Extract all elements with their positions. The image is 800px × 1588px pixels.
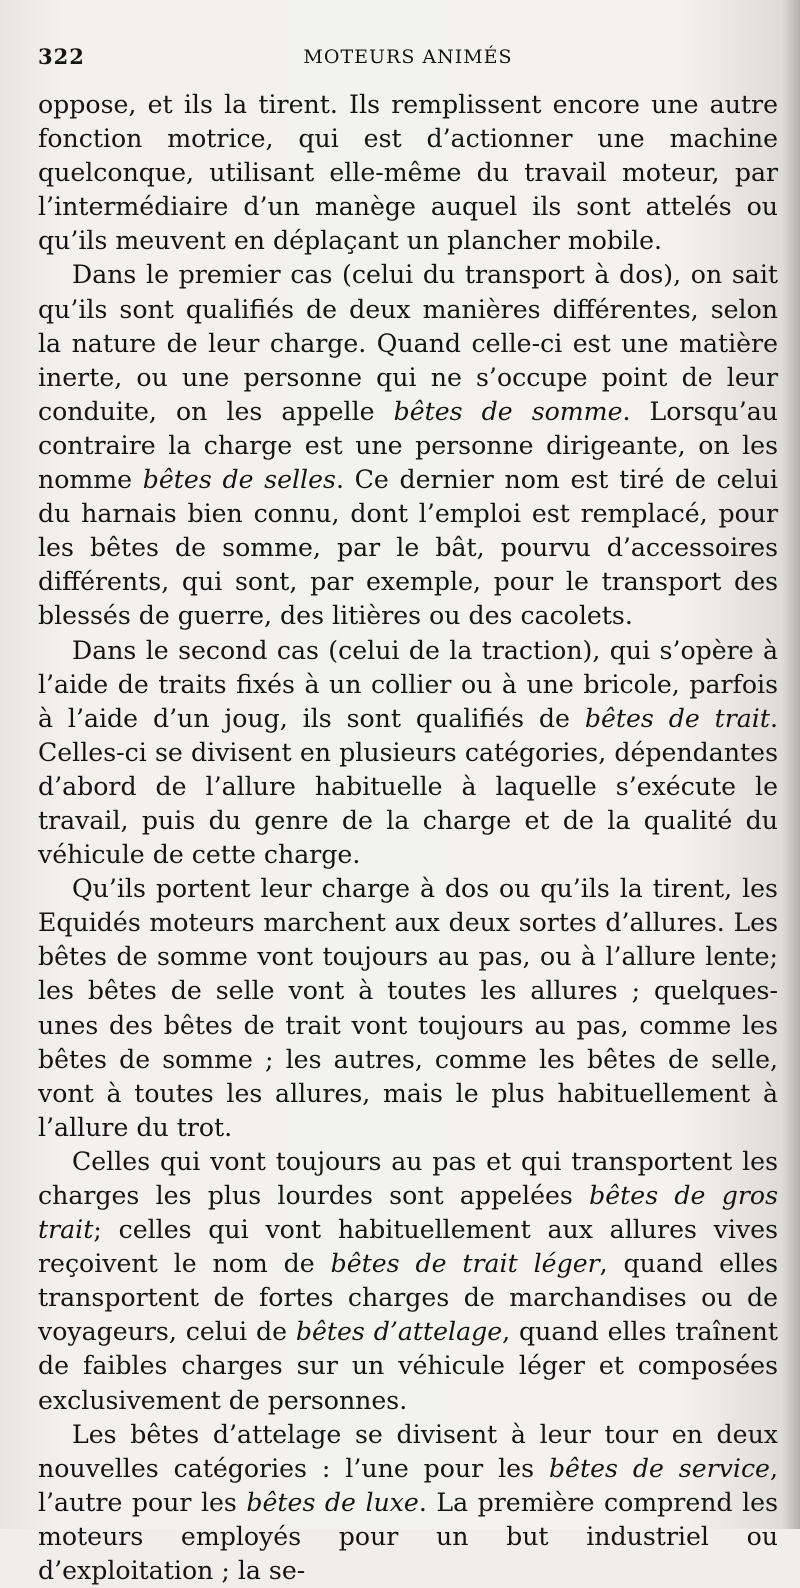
italic-term: bêtes de trait léger [330,1249,600,1279]
text-run: ; celles qui vont habituellement aux allures vives reçoivent le nom de [38,1215,778,1279]
italic-term: bêtes de somme [393,396,623,426]
text-run: , quand elles traînent de faibles charges sur un véhicule léger et composées exclusivement de personnes. [38,1317,779,1415]
italic-term: bêtes de trait [584,703,770,733]
text-run: . Ce dernier nom est tiré de celui du harnais bien connu, dont l’emploi est remplacé, pour les bêtes de somme, par le bât, pourvu d’accessoires différents, qui sont, par exemple, pour le transport des blessés de guerre, des litières ou des cacolets. [38,465,778,631]
text-run: oppose, et ils la tirent. Ils remplissent encore une autre fonction motrice, qui est d’actionner une machine quelconque, utilisant elle-même du travail moteur, par l’intermédiaire d’un manège auquel ils sont attelés ou qu’ils meuvent en déplaçant un plancher mobile. [38,90,778,256]
text-run: Dans le second cas (celui de la traction), qui s’opère à l’aide de traits fixés à un collier ou à une bricole, parfois à l’aide d’un joug, ils sont qualifiés de [38,635,778,733]
italic-term: bêtes de gros trait [38,1181,778,1245]
text-run: , l’autre pour les [38,1453,778,1517]
page-header [38,44,778,74]
paragraph [38,872,778,1145]
paragraph [38,1145,778,1418]
running-title: MOTEURS ANIMÉS [303,46,513,68]
italic-term: bêtes de service [548,1453,770,1483]
paragraph [38,1418,778,1588]
text-run: Dans le premier cas (celui du transport à dos), on sait qu’ils sont qualifiés de deux manières différentes, selon la nature de leur charge. Quand celle-ci est une matière inerte, ou une personne qui ne s’occupe point de leur conduite, on les appelle [38,260,778,426]
paragraph [38,634,778,873]
text-run: Qu’ils portent leur charge à dos ou qu’ils la tirent, les Equidés moteurs marchent aux deux sortes d’allures. Les bêtes de somme vont toujours au pas, ou à l’allure lente; les bêtes de selle vont à toutes les allures ; quelques-unes des bêtes de trait vont toujours au pas, comme les bêtes de somme ; les autres, comme les bêtes de selle, vont à toutes les allures, mais le plus habituellement à l’allure du trot. [38,874,778,1142]
text-run: , quand elles transportent de fortes charges de marchandises ou de voyageurs, celui de [38,1249,778,1347]
paragraph [38,258,778,633]
text-run: . La première comprend les moteurs employés pour un but industriel ou d’exploitation ; la se- [38,1487,779,1586]
paragraph [38,88,778,258]
text-run: Celles qui vont toujours au pas et qui transportent les charges les plus lourdes sont appelées [38,1146,778,1210]
italic-term: bêtes d’attelage [295,1317,503,1347]
body-text [38,88,778,1588]
text-run: Les bêtes d’attelage se divisent à leur tour en deux nouvelles catégories : l’une pour les [38,1419,778,1483]
text-run: . Celles-ci se divisent en plusieurs catégories, dépendantes d’abord de l’allure habituelle à laquelle s’exécute le travail, puis du genre de la charge et de la qualité du véhicule de cette charge. [38,703,778,870]
text-run: . Lorsqu’au contraire la charge est une personne dirigeante, on les nomme [38,396,778,495]
page-edge-shadow [782,0,800,1529]
italic-term: bêtes de luxe [246,1487,419,1517]
italic-term: bêtes de selles [142,465,336,495]
page-number: 322 [38,44,85,69]
